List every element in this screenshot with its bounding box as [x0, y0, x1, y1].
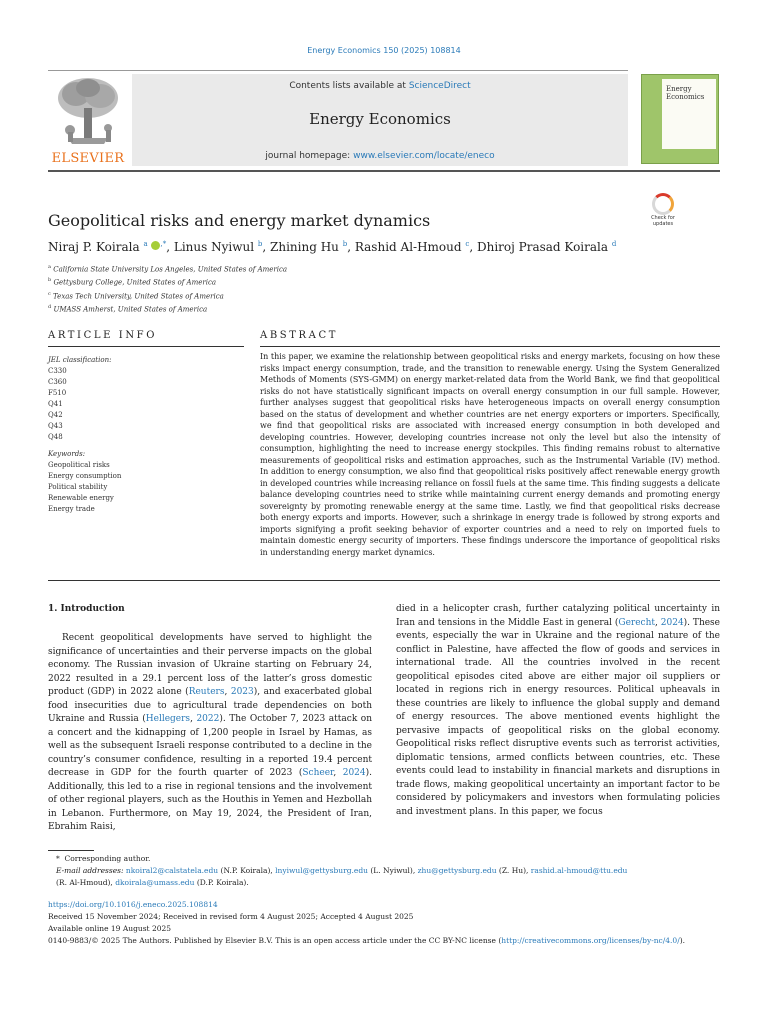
- jel-code: C330: [48, 367, 67, 375]
- intro-paragraph: [396, 603, 720, 819]
- corresponding-author-note: [48, 853, 720, 865]
- footnotes: [48, 853, 720, 889]
- journal-header-box: [132, 74, 628, 166]
- license-end: ).: [679, 936, 686, 945]
- body-text: ). These events, especially the war in Ukraine and the regional nature of the conflict in Palestine, have affected the flow of goods and services in international trade. All the countries involved in the recent geopolitical episodes cited above are either major oil suppliers or located in regions rich in energy resources. Political upheavals in these countries are likely to influence the global supply and demand of energy resources. The above mentioned events highlight the pervasive impacts of geopolitical risks on the global economy. Geopolitical risks reflect disruptive events such as terrorist activities, diplomatic tensions, armed conflicts between countries, etc. These events could lead to instability in financial markets and disruptions in trade flows, making geopolitical uncertainty an important factor to be considered by policymakers and investors when formulating policies and investment plans. In this paper, we focus: [396, 617, 721, 817]
- jel-code: Q41: [48, 400, 63, 408]
- email-owner: (R. Al-Hmoud),: [56, 878, 116, 887]
- abstract-bottom-rule: [48, 580, 720, 581]
- affiliation-item: [48, 275, 287, 288]
- affiliation-text: Texas Tech University, United States of America: [53, 291, 224, 300]
- citation-link[interactable]: Hellegers: [145, 714, 191, 724]
- email-label: E-mail addresses:: [56, 866, 124, 875]
- affiliation-sup: c: [48, 290, 51, 297]
- affiliations: [48, 262, 287, 315]
- citation-link[interactable]: 2024: [660, 617, 684, 628]
- affiliation-sup: d: [48, 303, 52, 310]
- affiliation-text: UMASS Amherst, United States of America: [53, 305, 208, 314]
- footnote-text: Corresponding author.: [64, 854, 151, 863]
- email-addresses: [48, 865, 720, 889]
- check-updates-line1: Check for: [651, 215, 675, 221]
- email-link[interactable]: dkoirala@umass.edu: [115, 878, 195, 887]
- body-text: Recent geopolitical developments have served to highlight the significance of uncertainties and their perverse impacts on the global economy. The Russian invasion of Ukraine starting on February 24, 2022 resulted in a 29.1 percent loss of the latter’s gross domestic product (GDP) in 2022 alone (: [48, 633, 372, 697]
- check-updates-icon: [652, 193, 674, 215]
- email-owner: (D.P. Koirala).: [196, 878, 249, 887]
- citation-link[interactable]: Gerecht: [618, 617, 655, 628]
- license-text: 0140-9883/© 2025 The Authors. Published by Elsevier B.V. This is an open access article under the CC BY-NC license (: [48, 936, 502, 945]
- cover-title: [666, 85, 704, 101]
- contents-line: [132, 81, 628, 91]
- keyword: Political stability: [48, 483, 108, 491]
- cover-title-line1: Energy: [666, 85, 692, 93]
- author-affil-sup[interactable]: b: [342, 240, 348, 248]
- cover-title-line2: Economics: [666, 93, 705, 101]
- citation-link[interactable]: Scheer: [302, 768, 334, 778]
- journal-title[interactable]: Energy Economics: [309, 110, 451, 128]
- email-link[interactable]: nkoiral2@calstatela.edu: [125, 866, 219, 875]
- intro-right-column: [396, 603, 720, 819]
- body-text: ). The October 7, 2023 attack on a concert and the kidnapping of 1,200 people in Israel by Hamas, as well as the subsequent Israeli response contributed to a decline in the country’s consumer confidence, resulting in a reported 19.4 percent decrease in GDP for the fourth quarter of 2023 (: [48, 714, 373, 778]
- author-corr-sup[interactable]: ,*: [160, 240, 167, 248]
- author-affil-sup[interactable]: b: [257, 240, 263, 248]
- author-affil-sup[interactable]: d: [611, 240, 617, 248]
- author-name[interactable]: Zhining Hu: [270, 240, 339, 254]
- elsevier-tree-icon: [48, 74, 128, 148]
- check-for-updates-badge[interactable]: [648, 193, 678, 229]
- body-text: ). Additionally, this led to a rise in regional tensions and the involvement of other regional players, such as the Houthis in Yemen and Hezbollah in Lebanon. Furthermore, on May 19, 2024, the President of Iran, Ebrahim Raisi,: [48, 768, 372, 832]
- affiliation-text: Gettysburg College, United States of America: [53, 278, 217, 287]
- article-info-rule: [48, 346, 244, 347]
- available-online: Available online 19 August 2025: [48, 924, 172, 933]
- homepage-line: [132, 151, 628, 161]
- author-list: Niraj P. Koirala $^a$ ,*, Linus Nyiwul $^b$, Zhining Hu $^b$, Rashid Al-Hmoud $^c$, Dhiroj Prasad Koirala $^d$: [48, 240, 617, 254]
- affiliation-text: California State University Los Angeles, United States of America: [53, 265, 288, 274]
- contents-prefix: Contents lists available at: [289, 81, 406, 91]
- affiliation-item: [48, 289, 287, 302]
- citation-link[interactable]: 2024: [342, 768, 366, 778]
- email-owner: (Z. Hu),: [498, 866, 531, 875]
- body-text: ,: [333, 768, 343, 778]
- jel-code: Q42: [48, 411, 63, 419]
- keyword: Energy consumption: [48, 472, 122, 480]
- author-name[interactable]: Niraj P. Koirala: [48, 240, 140, 254]
- author-affil-sup[interactable]: c: [465, 240, 470, 248]
- jel-code: C360: [48, 378, 67, 386]
- jel-code: Q43: [48, 422, 63, 430]
- intro-left-column: [48, 632, 372, 835]
- body-text: ), and exacerbated global food insecurities due to agricultural trade dependencies on both Ukraine and Russia (: [48, 687, 372, 724]
- check-updates-line2: updates: [652, 221, 674, 227]
- doi-link[interactable]: https://doi.org/10.1016/j.eneco.2025.108814: [48, 900, 218, 909]
- keyword: Renewable energy: [48, 494, 114, 502]
- header-top-rule: [48, 70, 628, 71]
- jel-code: Q48: [48, 433, 63, 441]
- sciencedirect-link[interactable]: ScienceDirect: [408, 81, 471, 91]
- received-dates: Received 15 November 2024; Received in revised form 4 August 2025; Accepted 4 August 2025: [48, 912, 414, 921]
- elsevier-wordmark: ELSEVIER: [51, 151, 125, 166]
- elsevier-logo: [48, 74, 128, 166]
- header-bottom-rule: [48, 170, 720, 172]
- author-affil-sup[interactable]: a: [143, 240, 148, 248]
- article-info-heading: ARTICLE INFO: [48, 330, 158, 341]
- citation-link[interactable]: 2022: [196, 714, 220, 724]
- check-updates-label: [648, 215, 678, 227]
- article-info: [48, 355, 244, 515]
- footnote-mark: *: [56, 854, 60, 863]
- email-link[interactable]: lnyiwul@gettysburg.edu: [275, 866, 368, 875]
- email-owner: (N.P. Koirala),: [220, 866, 276, 875]
- jel-code: F510: [48, 389, 67, 397]
- affiliation-item: [48, 262, 287, 275]
- author-name[interactable]: Dhiroj Prasad Koirala: [476, 240, 609, 254]
- homepage-label: journal homepage:: [265, 151, 351, 161]
- license-line: [48, 935, 720, 947]
- intro-paragraph: [48, 632, 372, 835]
- keyword: Energy trade: [48, 505, 95, 513]
- journal-cover-thumbnail[interactable]: [641, 74, 719, 164]
- journal-reference[interactable]: Energy Economics 150 (2025) 108814: [307, 46, 461, 55]
- citation-link[interactable]: 2023: [230, 687, 254, 697]
- affiliation-item: [48, 302, 287, 315]
- keywords-label: Keywords:: [48, 450, 86, 458]
- affiliation-sup: a: [48, 264, 51, 270]
- abstract-heading: ABSTRACT: [260, 330, 338, 341]
- keyword: Geopolitical risks: [48, 461, 110, 469]
- license-link[interactable]: http://creativecommons.org/licenses/by-nc/4.0/: [501, 936, 680, 945]
- body-text: ,: [224, 687, 231, 697]
- citation-link[interactable]: Reuters: [188, 687, 225, 697]
- body-text: died in a helicopter crash, further catalyzing political uncertainty in Iran and tensions in the Middle East in general (: [396, 604, 720, 628]
- abstract-text: In this paper, we examine the relationship between geopolitical risks and energy markets, focusing on how these risks impact energy consumption, trade, and the transition to renewable energy. Using the System Generalized Methods of Moments (SYS-GMM) on energy market-related data from the World Bank, we find that geopolitical risks do not have statistically significant impacts on overall energy consumption in our full sample. However, further analyses suggest that geopolitical risks have heterogeneous impacts on overall energy consumption based on the status of development and whether countries are net energy exporters or importers. Specifically, we find that geopolitical risks are associated with increased energy consumption in both developed and developing countries. However, developing countries increase not only the level but also the intensity of consumption, highlighting the need to increase energy stockpiles. This finding remains robust to alternative measurements of geopolitical risks and estimation approaches, such as the Instrumental Variable (IV) method. In addition to energy consumption, we also find that geopolitical risks positively affect renewable energy growth in developed countries while increasing reliance on fossil fuels at the same time. This finding suggests a delicate balance developing countries need to strike while maintaining current energy demands and promoting energy sovereignty by promoting renewable energy at the same time. Lastly, we find that geopolitical risks decrease both energy exports and imports. However, such a shrinkage in energy trade is followed by strong exports and imports signifying a profit seeking behavior of exporter countries and a need to rely on imported fuels to maintain domestic energy security of importers. These findings underscore the importance of geopolitical risks in understanding energy market dynamics.: [260, 352, 720, 557]
- body-text: ,: [655, 617, 661, 628]
- section-heading-introduction: 1. Introduction: [48, 604, 125, 614]
- author-name[interactable]: Rashid Al-Hmoud: [354, 240, 462, 254]
- homepage-link[interactable]: www.elsevier.com/locate/eneco: [353, 151, 495, 161]
- abstract-rule: [260, 346, 720, 347]
- publication-info: [48, 899, 720, 947]
- body-text: ,: [190, 714, 197, 724]
- paper-title: Geopolitical risks and energy market dynamics: [48, 211, 431, 230]
- email-owner: (L. Nyiwul),: [370, 866, 418, 875]
- email-link[interactable]: zhu@gettysburg.edu: [417, 866, 497, 875]
- email-link[interactable]: rashid.al-hmoud@ttu.edu: [530, 866, 628, 875]
- jel-label: JEL classification:: [48, 356, 112, 364]
- footnote-rule: [48, 850, 94, 851]
- affiliation-sup: b: [48, 277, 52, 284]
- author-name[interactable]: Linus Nyiwul: [173, 240, 255, 254]
